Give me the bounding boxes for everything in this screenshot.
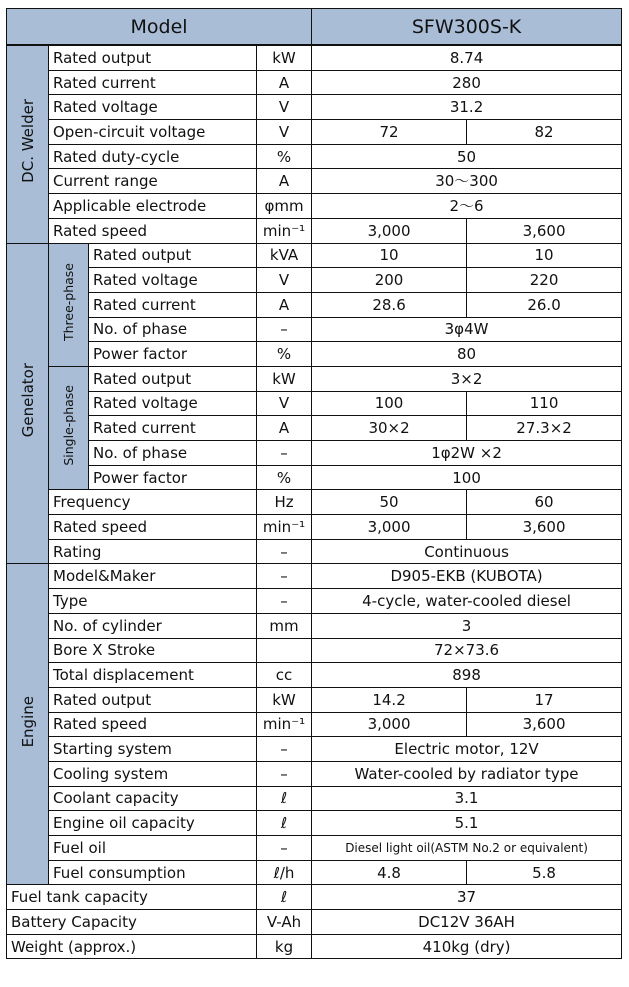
row-label: Applicable electrode bbox=[49, 194, 257, 219]
row-unit: kW bbox=[257, 366, 312, 391]
row-value-50hz: 3,000 bbox=[312, 218, 467, 243]
row-label: Type bbox=[49, 589, 257, 614]
table-row bbox=[7, 910, 622, 935]
row-value-50hz: 3,000 bbox=[312, 712, 467, 737]
row-label: Rated speed bbox=[49, 515, 257, 540]
row-value-60hz: 27.3×2 bbox=[467, 416, 622, 441]
group-label: Engine bbox=[18, 695, 37, 748]
row-value: 3.1 bbox=[312, 786, 622, 811]
row-label: Rated current bbox=[49, 70, 257, 95]
row-label: Rated output bbox=[49, 687, 257, 712]
row-label: Rated speed bbox=[49, 218, 257, 243]
row-unit: – bbox=[257, 737, 312, 762]
table-row bbox=[7, 194, 622, 219]
row-label: Power factor bbox=[89, 342, 257, 367]
table-row bbox=[7, 811, 622, 836]
row-value: 80 bbox=[312, 342, 622, 367]
row-value: 280 bbox=[312, 70, 622, 95]
row-label: Starting system bbox=[49, 737, 257, 762]
row-value-60hz: 3,600 bbox=[467, 515, 622, 540]
table-row bbox=[7, 836, 622, 861]
table-row bbox=[7, 317, 622, 342]
table-row bbox=[7, 638, 622, 663]
table-row bbox=[7, 95, 622, 120]
row-label: Rated output bbox=[89, 366, 257, 391]
row-unit: ℓ bbox=[257, 811, 312, 836]
row-value: 3 bbox=[312, 613, 622, 638]
table-row bbox=[7, 687, 622, 712]
header-row bbox=[7, 9, 622, 46]
row-value-50hz: 100 bbox=[312, 391, 467, 416]
row-unit: – bbox=[257, 761, 312, 786]
table-row bbox=[7, 342, 622, 367]
spec-table bbox=[6, 8, 622, 959]
row-label: No. of phase bbox=[89, 317, 257, 342]
row-unit: kW bbox=[257, 687, 312, 712]
table-row bbox=[7, 564, 622, 589]
row-label: Rated speed bbox=[49, 712, 257, 737]
row-value: 8.74 bbox=[312, 45, 622, 70]
table-row bbox=[7, 613, 622, 638]
row-value: 898 bbox=[312, 663, 622, 688]
row-label: Model&Maker bbox=[49, 564, 257, 589]
row-value: 50 bbox=[312, 144, 622, 169]
table-row bbox=[7, 712, 622, 737]
table-row bbox=[7, 268, 622, 293]
subgroup-label: Single-phase bbox=[60, 384, 76, 466]
table-row bbox=[7, 860, 622, 885]
model-value: SFW300S-K bbox=[312, 9, 622, 46]
row-value: 3×2 bbox=[312, 366, 622, 391]
row-unit: A bbox=[257, 70, 312, 95]
row-value-50hz: 50 bbox=[312, 490, 467, 515]
row-value-50hz: 4.8 bbox=[312, 860, 467, 885]
row-value: Diesel light oil(ASTM No.2 or equivalent) bbox=[312, 836, 622, 861]
row-value: 4-cycle, water-cooled diesel bbox=[312, 589, 622, 614]
row-value-60hz: 17 bbox=[467, 687, 622, 712]
row-unit: V bbox=[257, 95, 312, 120]
row-value-60hz: 110 bbox=[467, 391, 622, 416]
row-value: D905-EKB (KUBOTA) bbox=[312, 564, 622, 589]
row-label: Rated voltage bbox=[89, 391, 257, 416]
group-engine bbox=[7, 564, 49, 885]
table-row bbox=[7, 465, 622, 490]
table-row bbox=[7, 292, 622, 317]
row-unit: φmm bbox=[257, 194, 312, 219]
row-label: Power factor bbox=[89, 465, 257, 490]
row-label: Rated voltage bbox=[49, 95, 257, 120]
row-unit: mm bbox=[257, 613, 312, 638]
row-unit: kVA bbox=[257, 243, 312, 268]
row-unit: A bbox=[257, 416, 312, 441]
table-row bbox=[7, 441, 622, 466]
row-unit: V bbox=[257, 120, 312, 145]
table-row bbox=[7, 120, 622, 145]
row-value-50hz: 28.6 bbox=[312, 292, 467, 317]
row-value: 5.1 bbox=[312, 811, 622, 836]
table-row bbox=[7, 366, 622, 391]
row-label: Current range bbox=[49, 169, 257, 194]
row-value: 37 bbox=[312, 885, 622, 910]
row-value: 1φ2W ×2 bbox=[312, 441, 622, 466]
row-value: 30～300 bbox=[312, 169, 622, 194]
row-label: No. of phase bbox=[89, 441, 257, 466]
row-label: Weight (approx.) bbox=[7, 934, 257, 959]
row-label: Rated voltage bbox=[89, 268, 257, 293]
table-row bbox=[7, 169, 622, 194]
row-unit: cc bbox=[257, 663, 312, 688]
row-value-50hz: 30×2 bbox=[312, 416, 467, 441]
subgroup-label: Three-phase bbox=[60, 262, 76, 341]
table-row bbox=[7, 761, 622, 786]
row-label: Frequency bbox=[49, 490, 257, 515]
row-label: Fuel consumption bbox=[49, 860, 257, 885]
table-row bbox=[7, 243, 622, 268]
row-value-60hz: 10 bbox=[467, 243, 622, 268]
table-row bbox=[7, 786, 622, 811]
row-value-50hz: 10 bbox=[312, 243, 467, 268]
row-value: 100 bbox=[312, 465, 622, 490]
group-label: DC. Welder bbox=[18, 99, 37, 184]
row-unit: % bbox=[257, 465, 312, 490]
table-row bbox=[7, 391, 622, 416]
row-label: Fuel oil bbox=[49, 836, 257, 861]
row-label: Total displacement bbox=[49, 663, 257, 688]
row-label: No. of cylinder bbox=[49, 613, 257, 638]
table-row bbox=[7, 737, 622, 762]
row-unit bbox=[257, 638, 312, 663]
row-unit: A bbox=[257, 169, 312, 194]
table-row bbox=[7, 45, 622, 70]
row-value: Electric motor, 12V bbox=[312, 737, 622, 762]
row-value-50hz: 14.2 bbox=[312, 687, 467, 712]
row-value-50hz: 3,000 bbox=[312, 515, 467, 540]
table-row bbox=[7, 144, 622, 169]
row-label: Engine oil capacity bbox=[49, 811, 257, 836]
subgroup-three-phase bbox=[49, 243, 89, 366]
row-label: Rated duty-cycle bbox=[49, 144, 257, 169]
row-value: 3φ4W bbox=[312, 317, 622, 342]
row-value-60hz: 26.0 bbox=[467, 292, 622, 317]
row-unit: Hz bbox=[257, 490, 312, 515]
row-unit: – bbox=[257, 564, 312, 589]
table-row bbox=[7, 218, 622, 243]
row-unit: – bbox=[257, 441, 312, 466]
row-value-60hz: 82 bbox=[467, 120, 622, 145]
row-unit: – bbox=[257, 539, 312, 564]
row-unit: min⁻¹ bbox=[257, 218, 312, 243]
row-value: 2～6 bbox=[312, 194, 622, 219]
row-label: Rating bbox=[49, 539, 257, 564]
table-row bbox=[7, 490, 622, 515]
row-unit: ℓ bbox=[257, 885, 312, 910]
row-value-60hz: 60 bbox=[467, 490, 622, 515]
row-value-50hz: 200 bbox=[312, 268, 467, 293]
row-label: Rated output bbox=[49, 45, 257, 70]
row-label: Bore X Stroke bbox=[49, 638, 257, 663]
row-value-50hz: 72 bbox=[312, 120, 467, 145]
row-value-60hz: 3,600 bbox=[467, 218, 622, 243]
row-unit: % bbox=[257, 144, 312, 169]
model-label: Model bbox=[7, 9, 312, 46]
row-unit: % bbox=[257, 342, 312, 367]
subgroup-single-phase bbox=[49, 366, 89, 489]
table-row bbox=[7, 589, 622, 614]
row-unit: – bbox=[257, 317, 312, 342]
row-value-60hz: 220 bbox=[467, 268, 622, 293]
row-label: Rated current bbox=[89, 416, 257, 441]
row-label: Cooling system bbox=[49, 761, 257, 786]
row-label: Coolant capacity bbox=[49, 786, 257, 811]
group-label: Genelator bbox=[18, 363, 37, 438]
table-row bbox=[7, 934, 622, 959]
row-value: DC12V 36AH bbox=[312, 910, 622, 935]
row-unit: min⁻¹ bbox=[257, 712, 312, 737]
row-label: Rated output bbox=[89, 243, 257, 268]
row-value: 72×73.6 bbox=[312, 638, 622, 663]
row-label: Rated current bbox=[89, 292, 257, 317]
row-value-60hz: 5.8 bbox=[467, 860, 622, 885]
row-value: 410kg (dry) bbox=[312, 934, 622, 959]
table-row bbox=[7, 885, 622, 910]
row-value: Water-cooled by radiator type bbox=[312, 761, 622, 786]
row-label: Open-circuit voltage bbox=[49, 120, 257, 145]
table-row bbox=[7, 539, 622, 564]
row-unit: – bbox=[257, 589, 312, 614]
table-row bbox=[7, 416, 622, 441]
row-unit: – bbox=[257, 836, 312, 861]
row-unit: V bbox=[257, 268, 312, 293]
row-label: Fuel tank capacity bbox=[7, 885, 257, 910]
row-unit: V bbox=[257, 391, 312, 416]
row-unit: ℓ/h bbox=[257, 860, 312, 885]
table-row bbox=[7, 515, 622, 540]
row-unit: min⁻¹ bbox=[257, 515, 312, 540]
row-unit: kW bbox=[257, 45, 312, 70]
row-value: Continuous bbox=[312, 539, 622, 564]
group-dc-welder bbox=[7, 45, 49, 243]
row-label: Battery Capacity bbox=[7, 910, 257, 935]
row-value-60hz: 3,600 bbox=[467, 712, 622, 737]
row-unit: V-Ah bbox=[257, 910, 312, 935]
row-unit: ℓ bbox=[257, 786, 312, 811]
row-unit: A bbox=[257, 292, 312, 317]
table-row bbox=[7, 663, 622, 688]
table-row bbox=[7, 70, 622, 95]
group-generator bbox=[7, 243, 49, 564]
row-unit: kg bbox=[257, 934, 312, 959]
row-value: 31.2 bbox=[312, 95, 622, 120]
